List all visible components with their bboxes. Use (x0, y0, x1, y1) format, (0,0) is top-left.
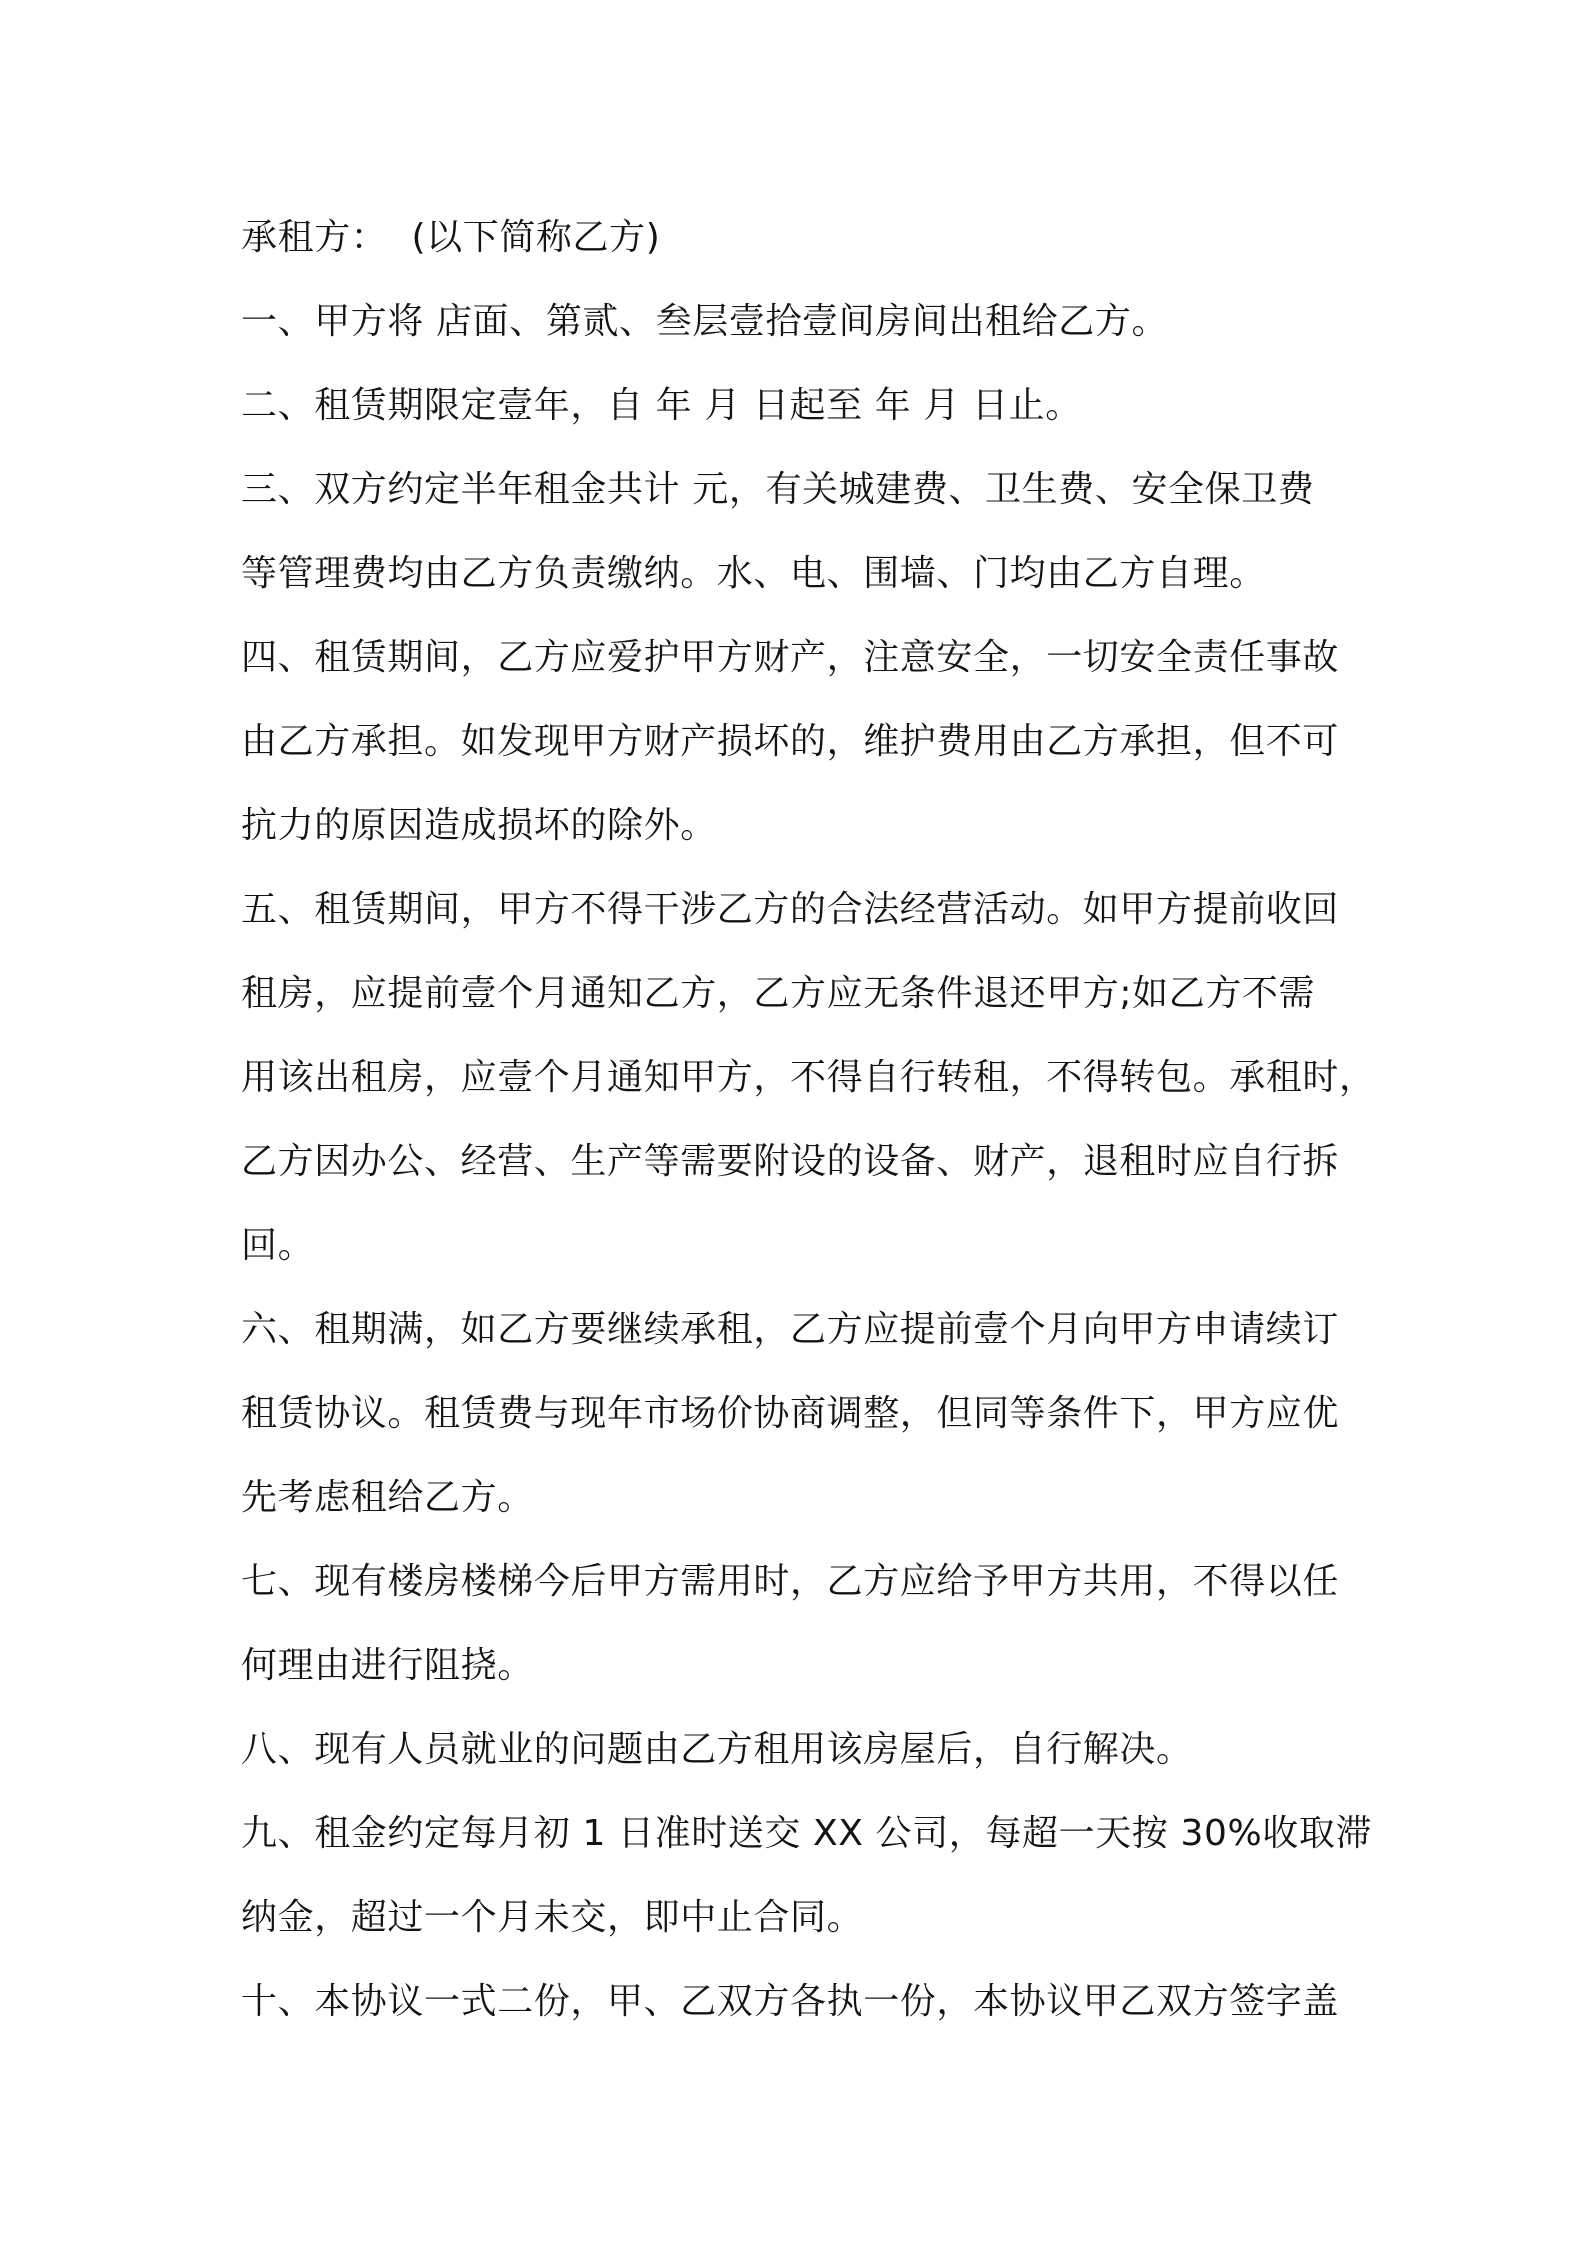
text-line-clause-5-cont-4: 回。 (241, 1225, 315, 1266)
text-line-clause-5-cont-3: 乙方因办公、经营、生产等需要附设的设备、财产，退租时应自行拆 (241, 1141, 1340, 1182)
text-line-clause-4-cont-2: 抗力的原因造成损坏的除外。 (241, 805, 717, 846)
text-line-clause-7: 七、现有楼房楼梯今后甲方需用时，乙方应给予甲方共用，不得以任 (241, 1561, 1340, 1602)
text-line-clause-5: 五、租赁期间，甲方不得干涉乙方的合法经营活动。如甲方提前收回 (241, 889, 1340, 930)
text-line-clause-3-cont: 等管理费均由乙方负责缴纳。水、电、围墙、门均由乙方自理。 (241, 553, 1266, 594)
text-line-clause-1: 一、甲方将 店面、第贰、叁层壹拾壹间房间出租给乙方。 (241, 301, 1169, 342)
text-line-clause-9: 九、租金约定每月初 1 日准时送交 XX 公司，每超一天按 30%收取滞 (241, 1813, 1373, 1854)
contract-text (241, 196, 1376, 2044)
text-line-clause-5-cont-2: 用该出租房，应壹个月通知甲方，不得自行转租，不得转包。承租时， (241, 1057, 1376, 1098)
text-line-clause-6: 六、租期满，如乙方要继续承租，乙方应提前壹个月向甲方申请续订 (241, 1309, 1340, 1350)
text-line-clause-10: 十、本协议一式二份，甲、乙双方各执一份，本协议甲乙双方签字盖 (241, 1981, 1340, 2022)
text-line-clause-5-cont-1: 租房，应提前壹个月通知乙方，乙方应无条件退还甲方;如乙方不需 (241, 973, 1316, 1014)
text-line-clause-6-cont-1: 租赁协议。租赁费与现年市场价协商调整，但同等条件下，甲方应优 (241, 1393, 1340, 1434)
text-line-clause-9-cont: 纳金，超过一个月未交，即中止合同。 (241, 1897, 864, 1938)
text-line-clause-8: 八、现有人员就业的问题由乙方租用该房屋后，自行解决。 (241, 1729, 1193, 1770)
text-line-clause-3: 三、双方约定半年租金共计 元，有关城建费、卫生费、安全保卫费 (241, 469, 1315, 510)
text-line-clause-2: 二、租赁期限定壹年，自 年 月 日起至 年 月 日止。 (241, 385, 1082, 426)
text-line-clause-4: 四、租赁期间，乙方应爱护甲方财产，注意安全，一切安全责任事故 (241, 637, 1340, 678)
text-line-clause-4-cont-1: 由乙方承担。如发现甲方财产损坏的，维护费用由乙方承担，但不可 (241, 721, 1340, 762)
text-line-lessee: 承租方： (以下简称乙方) (241, 217, 661, 258)
text-line-clause-6-cont-2: 先考虑租给乙方。 (241, 1477, 534, 1518)
text-line-clause-7-cont: 何理由进行阻挠。 (241, 1645, 534, 1686)
